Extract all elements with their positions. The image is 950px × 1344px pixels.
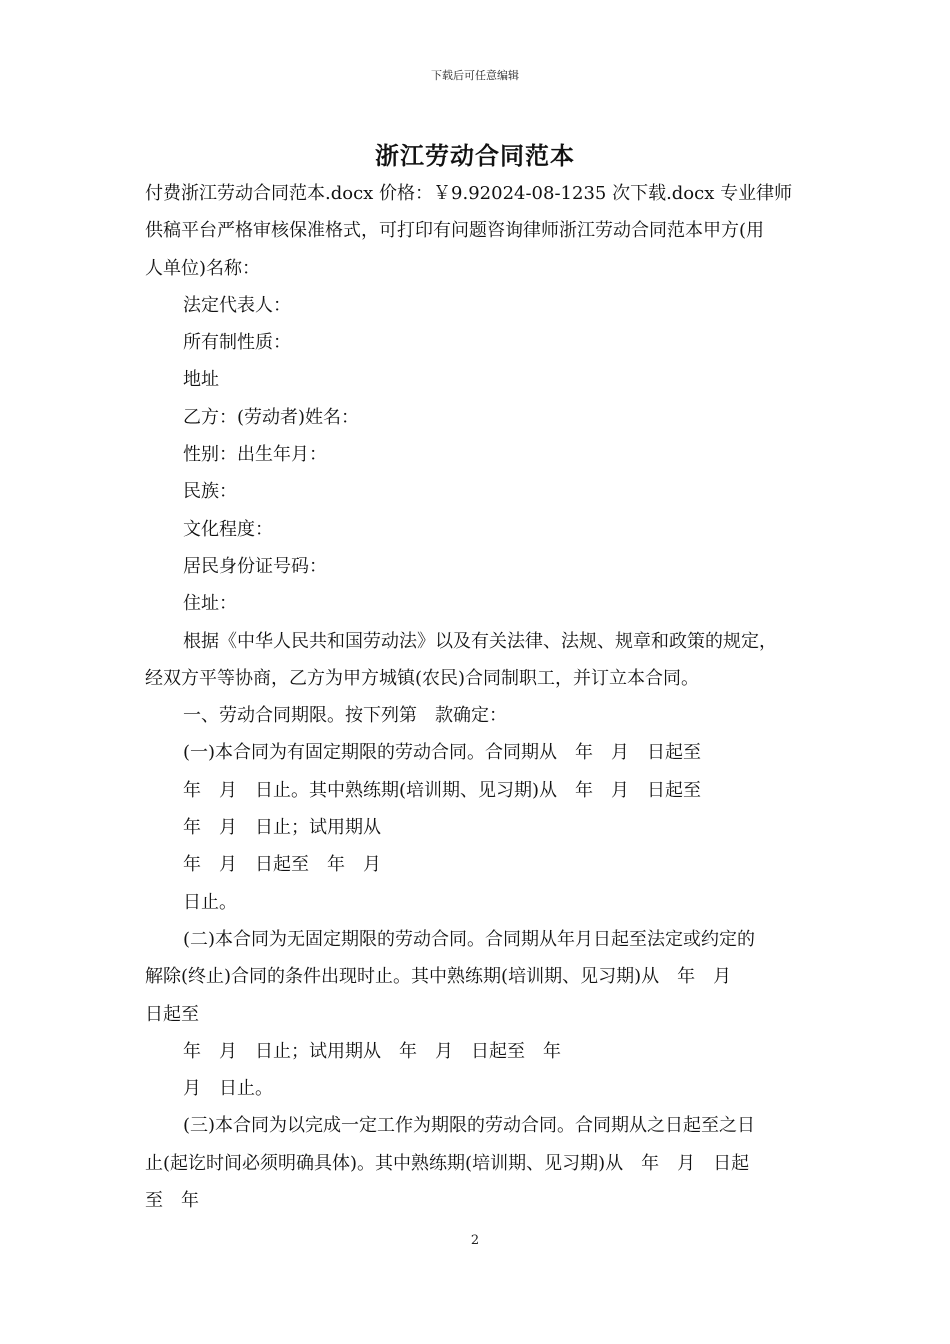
section-heading: 一、劳动合同期限。按下列第 款确定： xyxy=(183,705,507,727)
field-residence: 住址： xyxy=(183,593,237,615)
body-line: (二)本合同为无固定期限的劳动合同。合同期从年月日起至法定或约定的 xyxy=(183,928,756,950)
field-ethnicity: 民族： xyxy=(183,481,237,503)
document-body xyxy=(145,175,813,1219)
body-line: 至 年 xyxy=(145,1190,199,1212)
field-party-b-name: 乙方：(劳动者)姓名： xyxy=(183,406,360,428)
body-line: 月 日止。 xyxy=(183,1078,273,1100)
field-legal-representative: 法定代表人： xyxy=(183,294,291,316)
body-line: 止(起讫时间必须明确具体)。其中熟练期(培训期、见习期)从 年 月 日起 xyxy=(145,1152,750,1174)
body-line: 年 月 日止；试用期从 xyxy=(183,817,381,839)
body-line: (三)本合同为以完成一定工作为期限的劳动合同。合同期从之日起至之日 xyxy=(183,1115,756,1137)
page-header-note: 下载后可任意编辑 xyxy=(431,69,519,82)
field-ownership-type: 所有制性质： xyxy=(183,332,291,354)
body-line: 解除(终止)合同的条件出现时止。其中熟练期(培训期、见习期)从 年 月 xyxy=(145,966,732,988)
body-line: 付费浙江劳动合同范本.docx 价格：￥9.92024-08-1235 次下载.docx 专业律师 xyxy=(145,183,793,204)
body-line: 年 月 日止。其中熟练期(培训期、见习期)从 年 月 日起至 xyxy=(183,779,702,801)
field-address: 地址 xyxy=(183,369,219,391)
body-line: (一)本合同为有固定期限的劳动合同。合同期从 年 月 日起至 xyxy=(183,742,702,764)
body-line: 人单位)名称： xyxy=(145,257,261,279)
field-id-number: 居民身份证号码： xyxy=(183,555,327,577)
body-line: 日止。 xyxy=(183,891,237,913)
field-gender-birth: 性别：出生年月： xyxy=(183,444,327,466)
body-line: 经双方平等协商，乙方为甲方城镇(农民)合同制职工，并订立本合同。 xyxy=(145,667,700,689)
body-line: 根据《中华人民共和国劳动法》以及有关法律、法规、规章和政策的规定， xyxy=(183,630,777,652)
body-line: 年 月 日止；试用期从 年 月 日起至 年 xyxy=(183,1040,561,1062)
body-line: 年 月 日起至 年 月 xyxy=(183,854,381,876)
body-line: 日起至 xyxy=(145,1003,199,1025)
document-title: 浙江劳动合同范本 xyxy=(375,142,575,170)
page-number: 2 xyxy=(470,1233,480,1248)
body-line: 供稿平台严格审核保准格式，可打印有问题咨询律师浙江劳动合同范本甲方(用 xyxy=(145,220,765,242)
field-education: 文化程度： xyxy=(183,518,273,540)
